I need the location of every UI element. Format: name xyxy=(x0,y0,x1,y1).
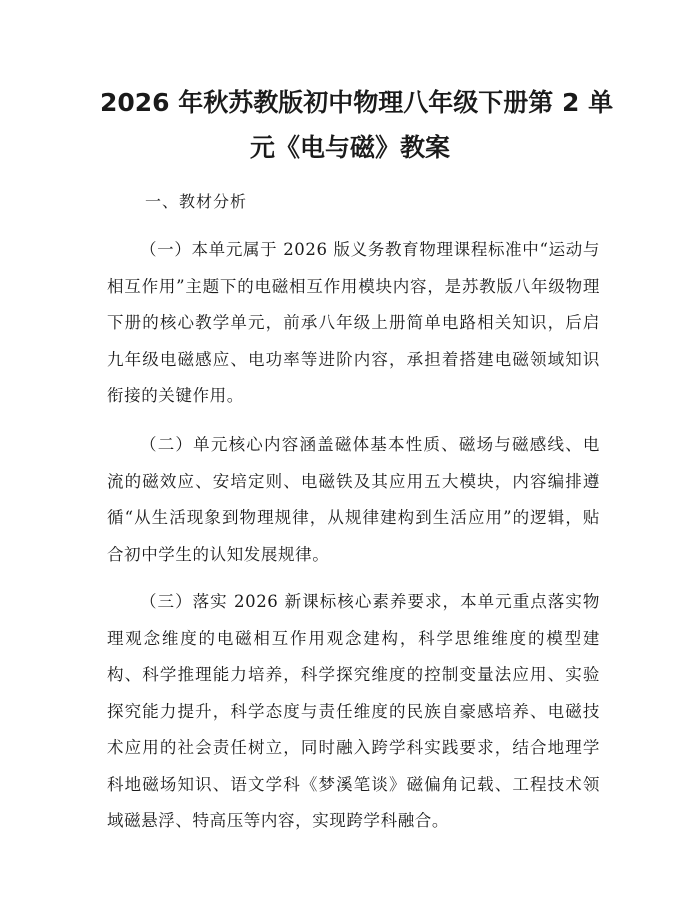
document-title-line-1: 2026 年秋苏教版初中物理八年级下册第 2 单 xyxy=(100,88,614,117)
section-heading: 一、教材分析 xyxy=(145,192,248,211)
document-title-line-2: 元《电与磁》教案 xyxy=(249,133,450,162)
paragraph-3: （三）落实 2026 新课标核心素养要求，本单元重点落实物理观念维度的电磁相互作用观念建构，科学思维维度的模型建构、科学推理能力培养，科学探究维度的控制变量法应用、实验探究能力提升，科学态度与责任维度的民族自豪感培养、电磁技术应用的社会责任树立，同时融入跨学科实践要求，结合地理学科地磁场知识、语文学科《梦溪笔谈》磁偏角记载、工程技术领域磁悬浮、特高压等内容，实现跨学科融合。 xyxy=(107,592,600,830)
paragraph-1: （一）本单元属于 2026 版义务教育物理课程标准中“运动与相互作用”主题下的电磁相互作用模块内容，是苏教版八年级物理下册的核心教学单元，前承八年级上册简单电路相关知识，后启九年级电磁感应、电功率等进阶内容，承担着搭建电磁领域知识衔接的关键作用。 xyxy=(107,240,600,405)
paragraph-2: （二）单元核心内容涵盖磁体基本性质、磁场与磁感线、电流的磁效应、安培定则、电磁铁及其应用五大模块，内容编排遵循“从生活现象到物理规律，从规律建构到生活应用”的逻辑，贴合初中学生的认知发展规律。 xyxy=(107,435,600,564)
